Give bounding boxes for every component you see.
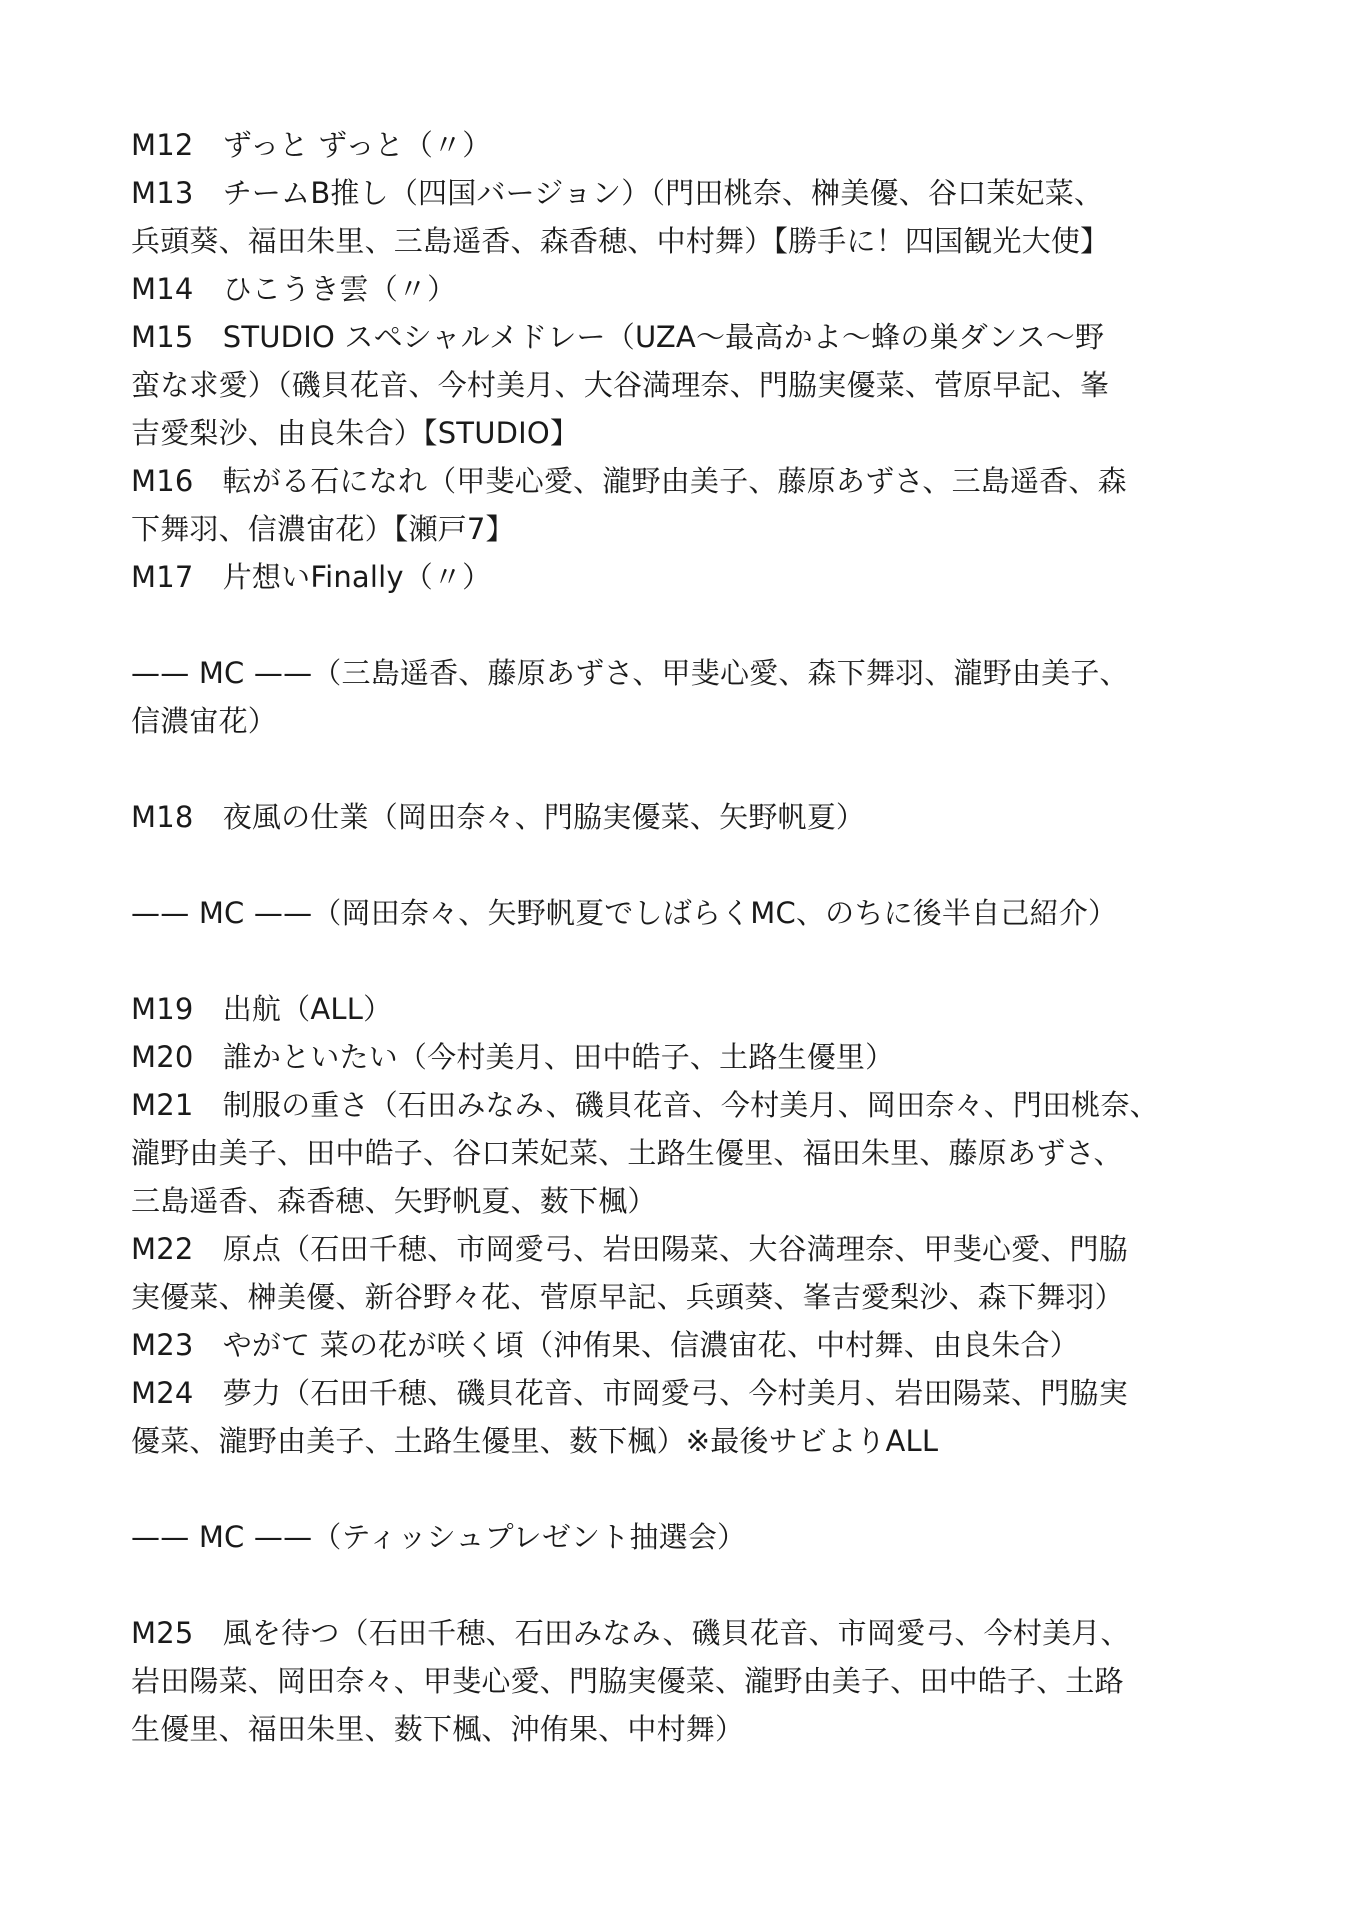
setlist-line-m24: M24 夢力（石田千穂、磯貝花音、市岡愛弓、今村美月、岩田陽菜、門脇実	[131, 1376, 1128, 1410]
setlist-line-m16-cont: 下舞羽、信濃宙花）【瀬戸7】	[131, 512, 515, 546]
blank-line	[131, 841, 1241, 889]
mc-line-1-cont: 信濃宙花）	[131, 704, 278, 738]
setlist-line-m25-cont-2: 生優里、福田朱里、薮下楓、沖侑果、中村舞）	[131, 1712, 745, 1746]
setlist-line-m17: M17 片想いFinally（〃）	[131, 560, 492, 594]
setlist-line-m20: M20 誰かといたい（今村美月、田中皓子、土路生優里）	[131, 1040, 895, 1074]
mc-line-1: —— MC ——（三島遥香、藤原あずさ、甲斐心愛、森下舞羽、瀧野由美子、	[131, 656, 1129, 690]
setlist-line-m15-cont-1: 蛮な求愛）（磯貝花音、今村美月、大谷満理奈、門脇実優菜、菅原早記、峯	[131, 368, 1110, 402]
setlist-line-m22: M22 原点（石田千穂、市岡愛弓、岩田陽菜、大谷満理奈、甲斐心愛、門脇	[131, 1232, 1128, 1266]
setlist-line-m21: M21 制服の重さ（石田みなみ、磯貝花音、今村美月、岡田奈々、門田桃奈、	[131, 1088, 1159, 1122]
setlist-line-m12: M12 ずっと ずっと（〃）	[131, 128, 492, 162]
setlist-line-m13-cont: 兵頭葵、福田朱里、三島遥香、森香穂、中村舞）【勝手に！四国観光大使】	[131, 224, 1110, 258]
blank-line	[131, 937, 1241, 985]
setlist-line-m15-cont-2: 吉愛梨沙、由良朱合）【STUDIO】	[131, 416, 580, 450]
setlist-line-m21-cont-1: 瀧野由美子、田中皓子、谷口茉妃菜、土路生優里、福田朱里、藤原あずさ、	[131, 1136, 1123, 1170]
setlist-line-m15: M15 STUDIO スペシャルメドレー（UZA～最高かよ～蜂の巣ダンス～野	[131, 320, 1105, 354]
blank-line	[131, 1465, 1241, 1513]
setlist-line-m22-cont: 実優菜、榊美優、新谷野々花、菅原早記、兵頭葵、峯吉愛梨沙、森下舞羽）	[131, 1280, 1124, 1314]
setlist-document	[131, 121, 1241, 1753]
blank-line	[131, 601, 1241, 649]
setlist-line-m21-cont-2: 三島遥香、森香穂、矢野帆夏、薮下楓）	[131, 1184, 657, 1218]
setlist-line-m14: M14 ひこうき雲（〃）	[131, 272, 457, 306]
setlist-line-m16: M16 転がる石になれ（甲斐心愛、瀧野由美子、藤原あずさ、三島遥香、森	[131, 464, 1127, 498]
blank-line	[131, 745, 1241, 793]
setlist-line-m25-cont-1: 岩田陽菜、岡田奈々、甲斐心愛、門脇実優菜、瀧野由美子、田中皓子、土路	[131, 1664, 1124, 1698]
setlist-line-m24-cont: 優菜、瀧野由美子、土路生優里、薮下楓）※最後サビよりALL	[131, 1424, 939, 1458]
setlist-line-m23: M23 やがて 菜の花が咲く頃（沖侑果、信濃宙花、中村舞、由良朱合）	[131, 1328, 1079, 1362]
setlist-line-m25: M25 風を待つ（石田千穂、石田みなみ、磯貝花音、市岡愛弓、今村美月、	[131, 1616, 1130, 1650]
setlist-line-m19: M19 出航（ALL）	[131, 992, 393, 1026]
mc-line-2: —— MC ——（岡田奈々、矢野帆夏でしばらくMC、のちに後半自己紹介）	[131, 896, 1118, 930]
blank-line	[131, 1561, 1241, 1609]
setlist-line-m18: M18 夜風の仕業（岡田奈々、門脇実優菜、矢野帆夏）	[131, 800, 866, 834]
setlist-line-m13: M13 チームB推し（四国バージョン）（門田桃奈、榊美優、谷口茉妃菜、	[131, 176, 1104, 210]
mc-line-3: —— MC ——（ティッシュプレゼント抽選会）	[131, 1520, 747, 1554]
